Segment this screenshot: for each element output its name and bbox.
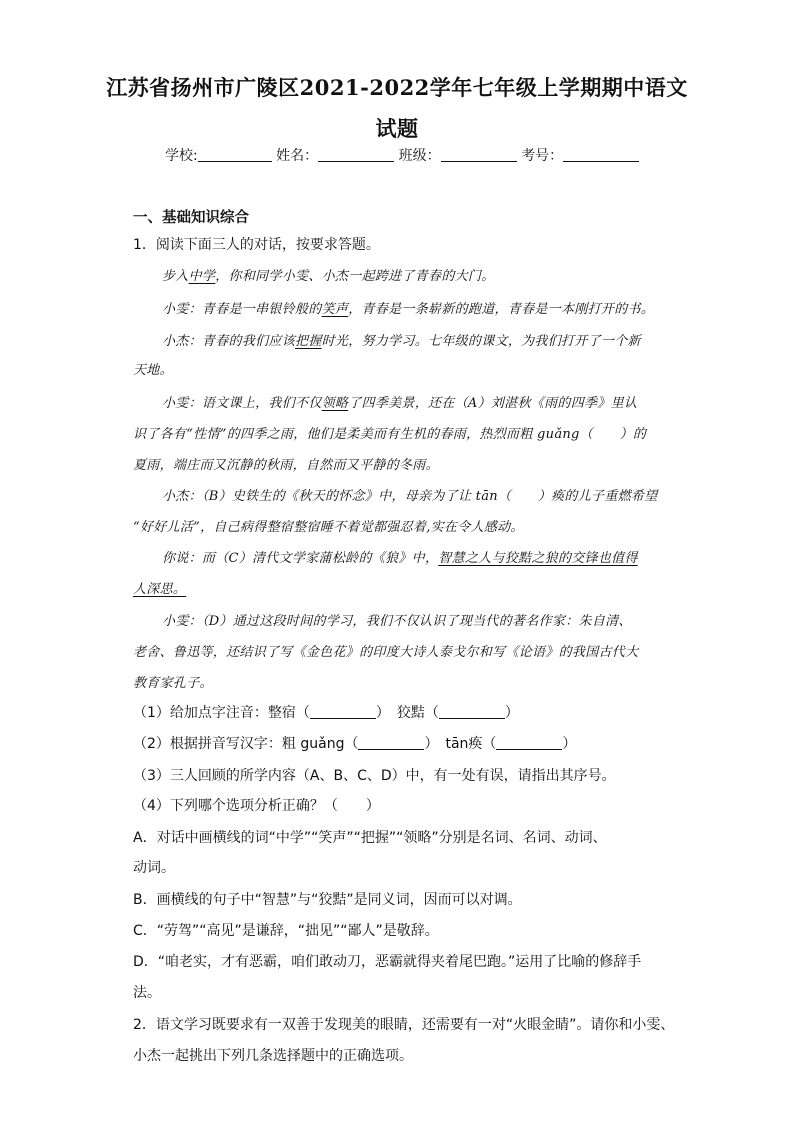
exam-no-label: 考号：	[521, 148, 564, 164]
dialog-line: “好好儿活”，自己病得整宿整宿睡不着觉都强忍着,实在令人感动。	[133, 520, 524, 535]
dialog-text: 时光，努力学习。七年级的课文，为我们打开了一个新	[321, 334, 641, 349]
dialog-line: 夏雨，端庄而又沉静的秋雨，自然而又平静的冬雨。	[133, 458, 439, 473]
option-b: B．画横线的句子中“智慧”与“狡黠”是同义词，因而可以对调。	[133, 892, 522, 908]
question-2-stem-continued: 小杰一起挑出下列几条选择题中的正确选项。	[133, 1048, 413, 1064]
dialog-line: 识了各有“性情”的四季之雨，他们是柔美而有生机的春雨，热烈而粗 guǎng（ ）的	[133, 427, 647, 442]
dialog-line	[162, 392, 637, 411]
dialog-line: 老舍、鲁迅等，还结识了写《金色花》的印度大诗人泰戈尔和写《论语》的我国古代大	[133, 645, 639, 660]
sub-question-text: ） tān痪（	[424, 736, 497, 752]
option-c: C．“劳驾”“高见”是谦辞，“拙见”“鄙人”是敬辞。	[133, 923, 439, 939]
exam-no-blank[interactable]	[563, 147, 639, 162]
exam-title-line2: 试题	[375, 116, 419, 141]
underlined-word: 中学	[188, 269, 216, 284]
dialog-line	[162, 330, 641, 349]
dialog-line	[162, 547, 638, 566]
dialog-text: 小杰：青春的我们应该	[162, 334, 296, 349]
underlined-word: 把握	[295, 334, 322, 349]
class-label: 班级：	[398, 148, 441, 164]
dialog-text: ，青春是一条崭新的跑道，青春是一本刚打开的书。	[348, 302, 655, 317]
sub-question-text: ）	[562, 736, 577, 752]
dialog-line: 小雯：（D）通过这段时间的学习，我们不仅认识了现当代的著名作家：朱自清、	[162, 614, 632, 629]
answer-blank[interactable]	[439, 705, 505, 719]
answer-blank[interactable]	[496, 736, 562, 750]
sub-question-text: ）	[504, 705, 519, 721]
question-1-stem: 1．阅读下面三人的对话，按要求答题。	[133, 237, 380, 253]
sub-question-text: ） 狡黠（	[375, 705, 439, 721]
school-blank[interactable]	[198, 147, 272, 162]
dialog-line	[162, 265, 495, 284]
section-heading: 一、基础知识综合	[133, 210, 249, 226]
answer-blank[interactable]	[358, 736, 424, 750]
sub-question-text: （1）给加点字注音：整宿（	[133, 705, 310, 721]
name-label: 姓名：	[276, 148, 319, 164]
underlined-word: 领略	[321, 396, 349, 411]
sub-question-3: （3）三人回顾的所学内容（A、B、C、D）中，有一处有误，请指出其序号。	[133, 768, 616, 784]
exam-title: 江苏省扬州市广陵区2021-2022学年七年级上学期期中语文	[106, 75, 688, 100]
option-d: D．“咱老实，才有恶霸，咱们敢动刀，恶霸就得夹着尾巴跑。”运用了比喻的修辞手	[133, 954, 642, 970]
sub-question-1	[133, 702, 519, 722]
answer-blank[interactable]	[310, 705, 376, 719]
underlined-sentence: 人深思。	[133, 582, 187, 597]
option-d-continued: 法。	[133, 985, 161, 1001]
option-a-continued: 动词。	[133, 860, 175, 876]
sub-question-text: （2）根据拼音写汉字：粗 guǎng（	[133, 736, 359, 752]
dialog-text: 步入	[162, 269, 189, 284]
dialog-line	[162, 298, 654, 317]
name-blank[interactable]	[318, 147, 394, 162]
dialog-text: 了四季美景，还在（A）刘湛秋《雨的四季》里认	[348, 396, 638, 411]
class-blank[interactable]	[441, 147, 517, 162]
student-info-fields	[165, 145, 639, 165]
dialog-line: 小杰：（B）史铁生的《秋天的怀念》中，母亲为了让 tān（ ）痪的儿子重燃希望	[162, 489, 658, 504]
dialog-line	[133, 578, 186, 597]
dialog-text: 小雯：语文课上，我们不仅	[162, 396, 322, 411]
dialog-text: ，你和同学小雯、小杰一起跨进了青春的大门。	[215, 269, 495, 284]
sub-question-4: （4）下列哪个选项分析正确？（ ）	[133, 798, 380, 814]
dialog-line: 天地。	[133, 363, 173, 378]
dialog-text: 你说：而（C）清代文学家蒲松龄的《狼》中，	[162, 551, 439, 566]
underlined-sentence: 智慧之人与狡黠之狼的交锋也值得	[438, 551, 638, 566]
underlined-word: 笑声	[321, 302, 349, 317]
dialog-text: 小雯：青春是一串银铃般的	[162, 302, 322, 317]
dialog-line: 教育家孔子。	[133, 676, 213, 691]
sub-question-2	[133, 733, 576, 753]
question-2-stem: 2．语文学习既要求有一双善于发现美的眼睛，还需要有一对“火眼金睛”。请你和小雯、	[133, 1017, 675, 1033]
option-a: A．对话中画横线的词“中学”“笑声”“把握”“领略”分别是名词、名词、动词、	[133, 830, 607, 846]
school-label: 学校:	[165, 148, 198, 164]
